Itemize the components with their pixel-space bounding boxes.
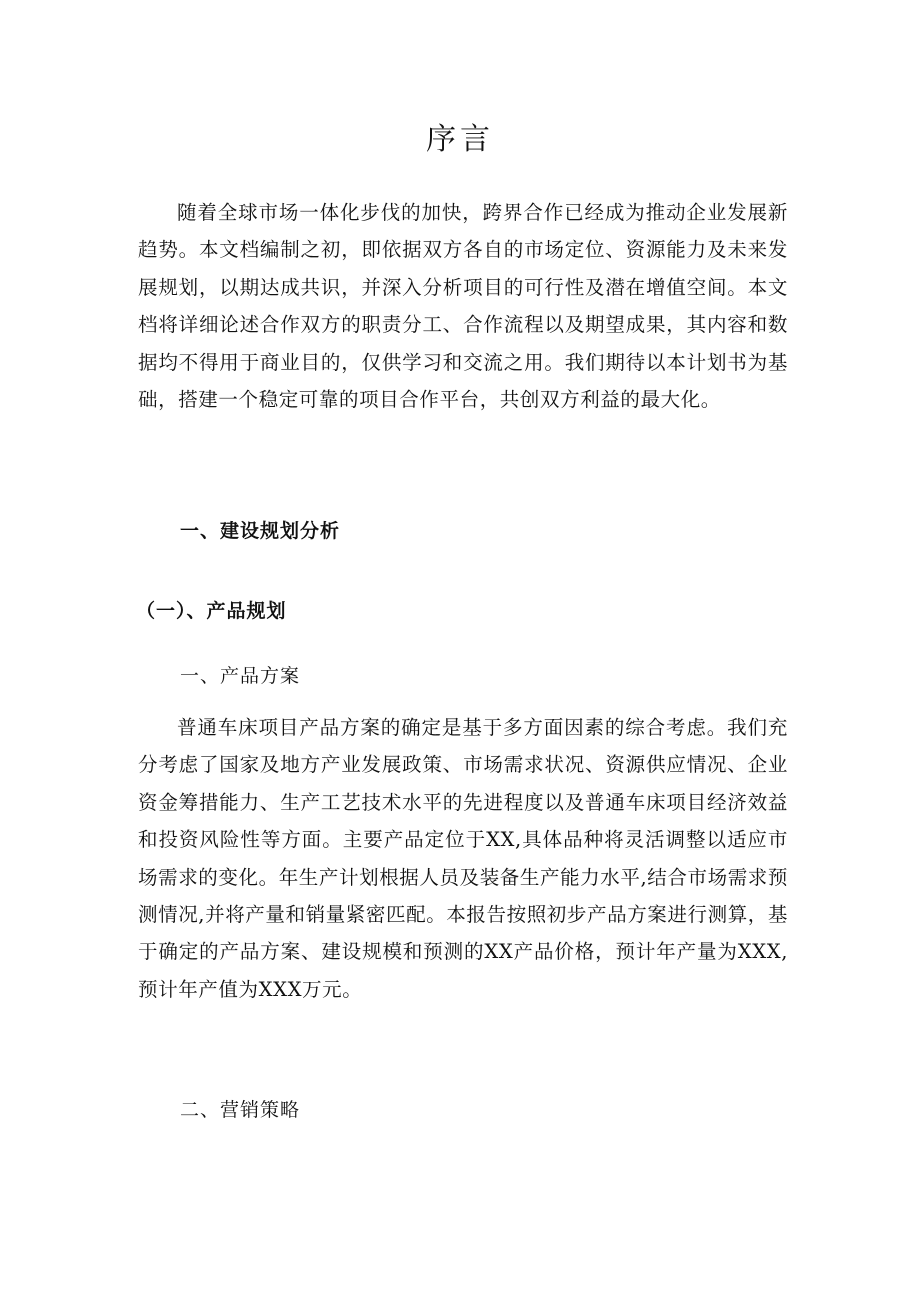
page-title: 序言 [426, 122, 494, 157]
item-heading-marketing-strategy: 二、营销策略 [180, 1099, 301, 1121]
item-heading-product-plan: 一、产品方案 [180, 665, 301, 687]
subsection-heading: （一）、产品规划 [136, 600, 287, 622]
section-heading: 一、建设规划分析 [180, 520, 341, 542]
product-plan-paragraph: 普通车床项目产品方案的确定是基于多方面因素的综合考虑。我们充分考虑了国家及地方产业发展政策、市场需求状况、资源供应情况、企业资金筹措能力、生产工艺技术水平的先进程度以及普通车床项目经济效益和投资风险性等方面。主要产品定位于XX,具体品种将灵活调整以适应市场需求的变化。年生产计划根据人员及装备生产能力水平,结合市场需求预测情况,并将产量和销量紧密匹配。本报告按照初步产品方案进行测算，基于确定的产品方案、建设规模和预测的XX产品价格，预计年产量为XXX,预计年产值为XXX万元。 [138, 716, 788, 1001]
preface-paragraph: 随着全球市场一体化步伐的加快，跨界合作已经成为推动企业发展新趋势。本文档编制之初，即依据双方各自的市场定位、资源能力及未来发展规划，以期达成共识，并深入分析项目的可行性及潜在增值空间。本文档将详细论述合作双方的职责分工、合作流程以及期望成果，其内容和数据均不得用于商业目的，仅供学习和交流之用。我们期待以本计划书为基础，搭建一个稳定可靠的项目合作平台，共创双方利益的最大化。 [138, 201, 788, 412]
